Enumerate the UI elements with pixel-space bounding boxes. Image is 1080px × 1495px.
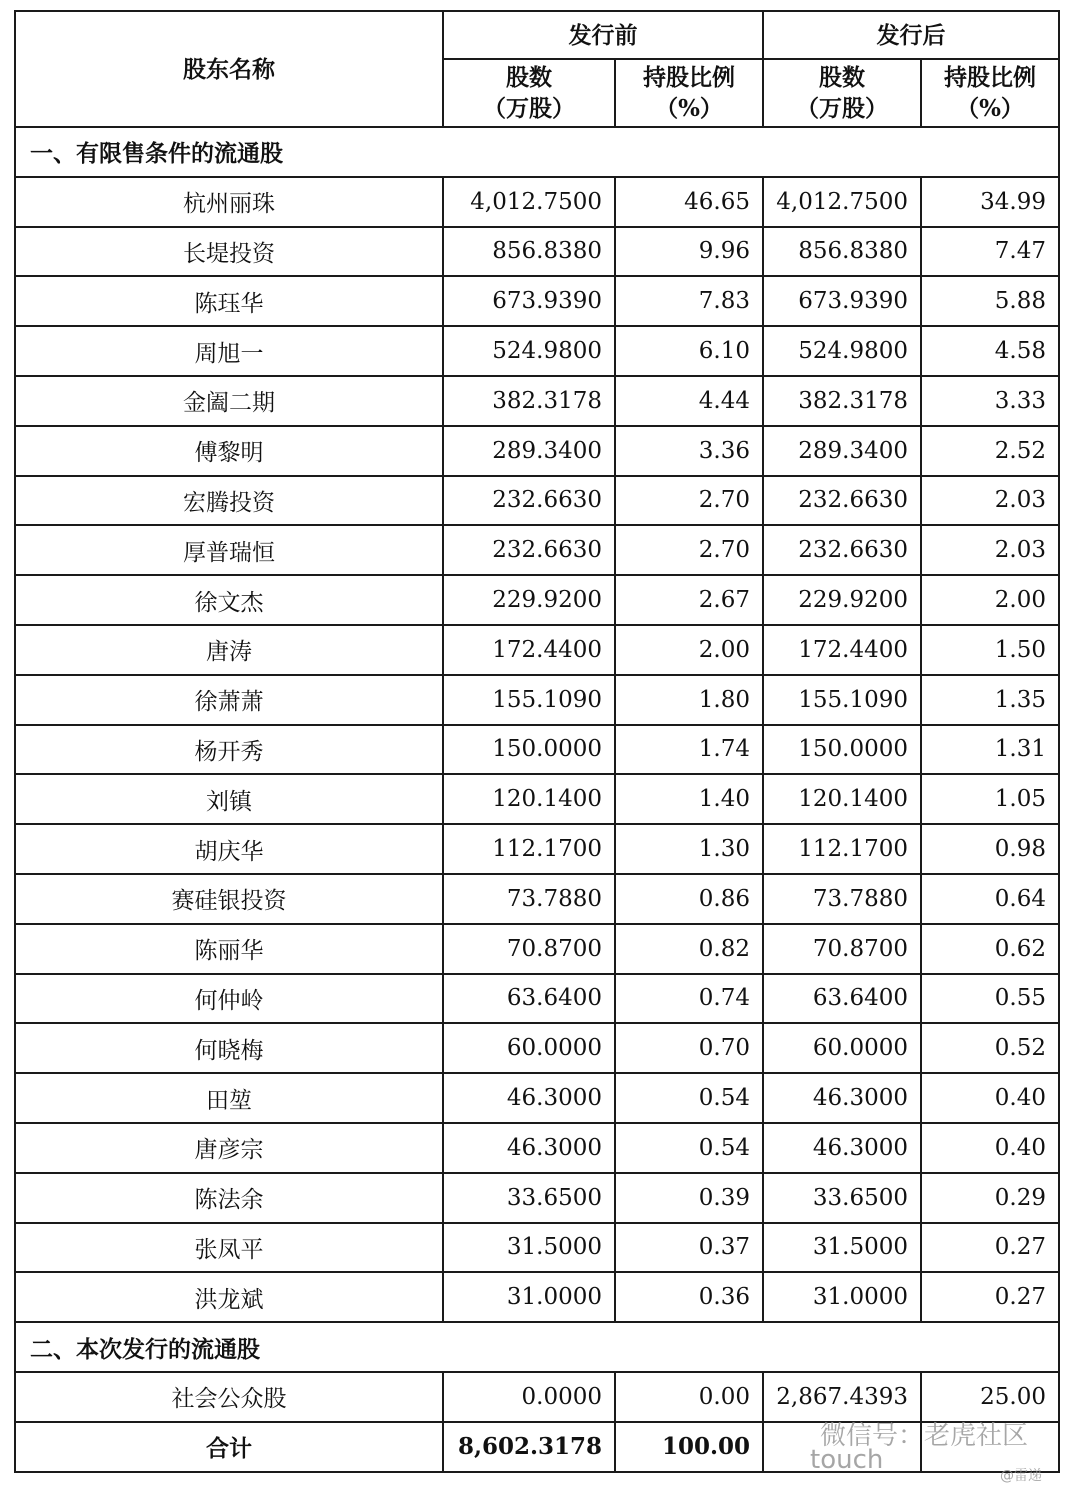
before-ratio-cell: 0.70 (615, 1023, 763, 1073)
after-ratio-cell: 0.27 (921, 1223, 1059, 1273)
before-shares-cell: 33.6500 (443, 1173, 615, 1223)
after-ratio-cell: 0.40 (921, 1123, 1059, 1173)
before-ratio-cell: 2.70 (615, 476, 763, 526)
after-ratio-cell: 0.55 (921, 974, 1059, 1024)
header-after-ratio (921, 59, 1059, 127)
before-ratio-cell: 1.40 (615, 774, 763, 824)
after-ratio-cell: 1.05 (921, 774, 1059, 824)
after-ratio-cell: 2.03 (921, 525, 1059, 575)
after-ratio-cell: 2.52 (921, 426, 1059, 476)
before-shares-cell: 382.3178 (443, 376, 615, 426)
table-row (15, 1023, 1059, 1073)
after-ratio-cell: 0.62 (921, 924, 1059, 974)
shareholder-name-cell: 胡庆华 (15, 824, 443, 874)
before-ratio-cell: 0.00 (615, 1372, 763, 1422)
after-shares-cell: 2,867.4393 (763, 1372, 921, 1422)
shareholder-name-cell: 徐萧萧 (15, 675, 443, 725)
before-ratio-cell: 7.83 (615, 276, 763, 326)
shareholder-name-cell: 陈丽华 (15, 924, 443, 974)
before-ratio-cell: 46.65 (615, 177, 763, 227)
after-shares-cell: 4,012.7500 (763, 177, 921, 227)
watermark-line1: 微信号：老虎社区 (820, 1421, 1029, 1451)
after-ratio-cell: 0.29 (921, 1173, 1059, 1223)
shareholder-name-cell: 合计 (15, 1422, 443, 1472)
after-shares-cell: 70.8700 (763, 924, 921, 974)
header-shares-line1: 股数 (819, 64, 865, 91)
header-ratio-line1: 持股比例 (944, 64, 1036, 91)
shareholder-name-cell: 厚普瑞恒 (15, 525, 443, 575)
after-shares-cell: 46.3000 (763, 1073, 921, 1123)
table-row (15, 1123, 1059, 1173)
before-shares-cell: 0.0000 (443, 1372, 615, 1422)
shareholder-name-cell: 杭州丽珠 (15, 177, 443, 227)
after-shares-cell: 172.4400 (763, 625, 921, 675)
before-ratio-cell: 9.96 (615, 227, 763, 277)
before-shares-cell: 46.3000 (443, 1123, 615, 1173)
before-ratio-cell: 1.30 (615, 824, 763, 874)
after-shares-cell: 31.0000 (763, 1272, 921, 1322)
after-ratio-cell: 0.40 (921, 1073, 1059, 1123)
shareholder-name-cell: 刘镇 (15, 774, 443, 824)
watermark-line3: @雷递 (1000, 1468, 1042, 1484)
before-ratio-cell: 0.86 (615, 874, 763, 924)
shareholder-name-cell: 徐文杰 (15, 575, 443, 625)
before-shares-cell: 232.6630 (443, 476, 615, 526)
table-row (15, 1073, 1059, 1123)
shareholder-name-cell: 金阖二期 (15, 376, 443, 426)
header-after-shares (763, 59, 921, 127)
shareholder-name-cell: 杨开秀 (15, 725, 443, 775)
before-ratio-cell: 0.36 (615, 1272, 763, 1322)
before-ratio-cell: 0.74 (615, 974, 763, 1024)
before-shares-cell: 70.8700 (443, 924, 615, 974)
before-shares-cell: 150.0000 (443, 725, 615, 775)
after-shares-cell: 46.3000 (763, 1123, 921, 1173)
before-shares-cell: 63.6400 (443, 974, 615, 1024)
before-shares-cell: 4,012.7500 (443, 177, 615, 227)
header-shares-line1: 股数 (506, 64, 552, 91)
shareholder-name-cell: 宏腾投资 (15, 476, 443, 526)
after-ratio-cell: 3.33 (921, 376, 1059, 426)
table-row (15, 326, 1059, 376)
after-ratio-cell: 25.00 (921, 1372, 1059, 1422)
table-row (15, 774, 1059, 824)
header-ratio-line2: （%） (956, 95, 1024, 122)
table-row (15, 725, 1059, 775)
after-ratio-cell: 2.00 (921, 575, 1059, 625)
shareholder-table (14, 10, 1060, 1473)
header-before-shares (443, 59, 615, 127)
header-row-top (15, 11, 1059, 59)
header-before-group: 发行前 (443, 11, 763, 59)
table-row (15, 426, 1059, 476)
before-shares-cell: 856.8380 (443, 227, 615, 277)
table-row (15, 824, 1059, 874)
table-row (15, 1223, 1059, 1273)
section-restricted-label: 一、有限售条件的流通股 (15, 127, 1059, 177)
after-shares-cell: 63.6400 (763, 974, 921, 1024)
section-issued (15, 1322, 1059, 1372)
before-ratio-cell: 2.00 (615, 625, 763, 675)
shareholder-name-cell: 周旭一 (15, 326, 443, 376)
before-ratio-cell: 3.36 (615, 426, 763, 476)
before-ratio-cell: 2.70 (615, 525, 763, 575)
shareholder-name-cell: 陈珏华 (15, 276, 443, 326)
header-ratio-line2: （%） (655, 95, 723, 122)
table-row (15, 974, 1059, 1024)
table-row (15, 675, 1059, 725)
after-shares-cell: 73.7880 (763, 874, 921, 924)
after-shares-cell: 155.1090 (763, 675, 921, 725)
table-row (15, 575, 1059, 625)
table-row (15, 476, 1059, 526)
after-ratio-cell: 7.47 (921, 227, 1059, 277)
shareholder-name-cell: 何晓梅 (15, 1023, 443, 1073)
after-ratio-cell: 0.52 (921, 1023, 1059, 1073)
after-shares-cell: 673.9390 (763, 276, 921, 326)
after-shares-cell: 33.6500 (763, 1173, 921, 1223)
after-shares-cell: 232.6630 (763, 476, 921, 526)
after-ratio-cell: 5.88 (921, 276, 1059, 326)
before-shares-cell: 60.0000 (443, 1023, 615, 1073)
total-row (15, 1422, 1059, 1472)
before-ratio-cell: 1.80 (615, 675, 763, 725)
after-ratio-cell: 0.98 (921, 824, 1059, 874)
before-ratio-cell: 0.82 (615, 924, 763, 974)
before-ratio-cell: 1.74 (615, 725, 763, 775)
before-ratio-cell: 6.10 (615, 326, 763, 376)
after-ratio-cell: 1.35 (921, 675, 1059, 725)
public-row (15, 1372, 1059, 1422)
before-shares-cell: 673.9390 (443, 276, 615, 326)
before-shares-cell: 112.1700 (443, 824, 615, 874)
shareholder-name-cell: 傅黎明 (15, 426, 443, 476)
table-row (15, 177, 1059, 227)
before-shares-cell: 172.4400 (443, 625, 615, 675)
shareholder-name-cell: 唐彦宗 (15, 1123, 443, 1173)
before-shares-cell: 289.3400 (443, 426, 615, 476)
after-ratio-cell: 0.27 (921, 1272, 1059, 1322)
before-shares-cell: 31.5000 (443, 1223, 615, 1273)
before-ratio-cell: 4.44 (615, 376, 763, 426)
shareholder-name-cell: 陈法余 (15, 1173, 443, 1223)
table-row (15, 1173, 1059, 1223)
shareholder-name-cell: 赛硅银投资 (15, 874, 443, 924)
before-shares-cell: 155.1090 (443, 675, 615, 725)
before-ratio-cell: 0.54 (615, 1073, 763, 1123)
before-shares-cell: 229.9200 (443, 575, 615, 625)
header-after-group: 发行后 (763, 11, 1059, 59)
after-ratio-cell: 2.03 (921, 476, 1059, 526)
shareholder-name-cell: 张凤平 (15, 1223, 443, 1273)
after-ratio-cell (921, 1422, 1059, 1472)
after-shares-cell: 31.5000 (763, 1223, 921, 1273)
after-shares-cell: 120.1400 (763, 774, 921, 824)
section-restricted (15, 127, 1059, 177)
before-shares-cell: 8,602.3178 (443, 1422, 615, 1472)
header-shares-line2: （万股） (796, 95, 888, 122)
after-shares-cell: 60.0000 (763, 1023, 921, 1073)
table-row (15, 525, 1059, 575)
after-shares-cell: 289.3400 (763, 426, 921, 476)
before-ratio-cell: 100.00 (615, 1422, 763, 1472)
after-ratio-cell: 1.50 (921, 625, 1059, 675)
before-ratio-cell: 0.39 (615, 1173, 763, 1223)
before-shares-cell: 524.9800 (443, 326, 615, 376)
after-shares-cell: 524.9800 (763, 326, 921, 376)
after-shares-cell: 150.0000 (763, 725, 921, 775)
watermark-line2: touch (810, 1445, 884, 1475)
before-shares-cell: 120.1400 (443, 774, 615, 824)
section-issued-label: 二、本次发行的流通股 (15, 1322, 1059, 1372)
header-ratio-line1: 持股比例 (643, 64, 735, 91)
before-shares-cell: 232.6630 (443, 525, 615, 575)
shareholder-name-cell: 社会公众股 (15, 1372, 443, 1422)
table-row (15, 276, 1059, 326)
table-row (15, 625, 1059, 675)
after-shares-cell (763, 1422, 921, 1472)
after-ratio-cell: 34.99 (921, 177, 1059, 227)
table-row (15, 874, 1059, 924)
shareholder-name-cell: 长堤投资 (15, 227, 443, 277)
table-row (15, 376, 1059, 426)
after-shares-cell: 232.6630 (763, 525, 921, 575)
after-ratio-cell: 4.58 (921, 326, 1059, 376)
shareholder-name-cell: 洪龙斌 (15, 1272, 443, 1322)
after-shares-cell: 382.3178 (763, 376, 921, 426)
before-ratio-cell: 0.54 (615, 1123, 763, 1173)
before-ratio-cell: 0.37 (615, 1223, 763, 1273)
after-shares-cell: 229.9200 (763, 575, 921, 625)
shareholder-name-cell: 唐涛 (15, 625, 443, 675)
before-shares-cell: 31.0000 (443, 1272, 615, 1322)
table-row (15, 924, 1059, 974)
after-shares-cell: 856.8380 (763, 227, 921, 277)
before-ratio-cell: 2.67 (615, 575, 763, 625)
table-row (15, 227, 1059, 277)
before-shares-cell: 73.7880 (443, 874, 615, 924)
after-shares-cell: 112.1700 (763, 824, 921, 874)
header-before-ratio (615, 59, 763, 127)
after-ratio-cell: 1.31 (921, 725, 1059, 775)
before-shares-cell: 46.3000 (443, 1073, 615, 1123)
shareholder-name-cell: 田堃 (15, 1073, 443, 1123)
table-row (15, 1272, 1059, 1322)
header-name: 股东名称 (15, 11, 443, 127)
after-ratio-cell: 0.64 (921, 874, 1059, 924)
shareholder-name-cell: 何仲岭 (15, 974, 443, 1024)
header-shares-line2: （万股） (483, 95, 575, 122)
